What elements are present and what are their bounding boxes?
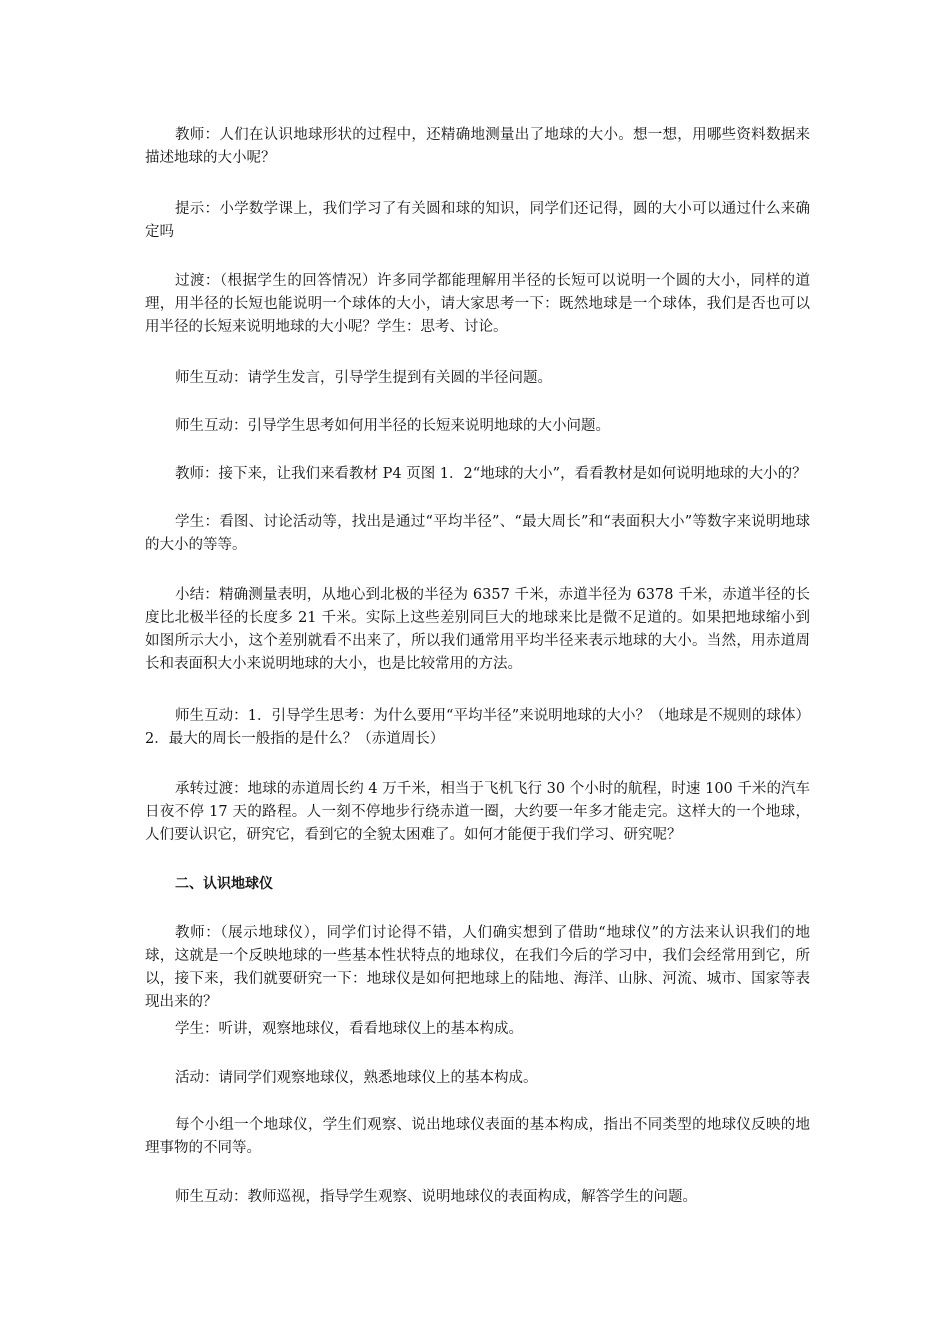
paragraph-hint: 提示：小学数学课上，我们学习了有关圆和球的知识，同学们还记得，圆的大小可以通过什么来确定吗 bbox=[145, 201, 810, 240]
paragraph-interaction-1: 师生互动：请学生发言，引导学生提到有关圆的半径问题。 bbox=[175, 370, 552, 386]
paragraph-student-observe: 学生：听讲，观察地球仪，看看地球仪上的基本构成。 bbox=[175, 1021, 523, 1037]
paragraph-student-discussion: 学生：看图、讨论活动等，找出是通过“平均半径”、“最大周长”和“表面积大小”等数字来说明地球的大小的等等。 bbox=[145, 514, 810, 553]
section-heading: 二、认识地球仪 bbox=[175, 876, 273, 892]
paragraph-transition-2: 承转过渡：地球的赤道周长约 4 万千米，相当于飞机飞行 30 个小时的航程，时速 100 千米的汽车日夜不停 17 天的路程。人一刻不停地步行绕赤道一圈，大约要一年多才能走完。这样大的一个地球，人们要认识它，研究它，看到它的全貌太困难了。如何才能便于我们学习、研究呢？ bbox=[145, 781, 810, 843]
paragraph-teacher-globe: 教师：（展示地球仪），同学们讨论得不错，人们确实想到了借助“地球仪”的方法来认识我们的地球，这就是一个反映地球的一些基本性状特点的地球仪，在我们今后的学习中，我们会经常用到它，所以，接下来，我们就要研究一下：地球仪是如何把地球上的陆地、海洋、山脉、河流、城市、国家等表现出来的？ bbox=[145, 925, 810, 1010]
paragraph-teacher-question: 教师：人们在认识地球形状的过程中，还精确地测量出了地球的大小。想一想，用哪些资料数据来描述地球的大小呢？ bbox=[145, 127, 810, 166]
paragraph-transition: 过渡：（根据学生的回答情况）许多同学都能理解用半径的长短可以说明一个圆的大小，同样的道理，用半径的长短也能说明一个球体的大小，请大家思考一下：既然地球是一个球体，我们是否也可以用半径的长短来说明地球的大小呢？学生：思考、讨论。 bbox=[145, 273, 810, 335]
paragraph-interaction-2: 师生互动：引导学生思考如何用半径的长短来说明地球的大小问题。 bbox=[175, 418, 610, 434]
paragraph-interaction-3: 师生互动：1．引导学生思考：为什么要用“平均半径”来说明地球的大小？（地球是不规则的球体）2．最大的周长一般指的是什么？（赤道周长） bbox=[145, 708, 810, 747]
paragraph-interaction-4: 师生互动：教师巡视，指导学生观察、说明地球仪的表面构成，解答学生的问题。 bbox=[175, 1189, 697, 1205]
paragraph-summary: 小结：精确测量表明，从地心到北极的半径为 6357 千米，赤道半径为 6378 千米，赤道半径的长度比北极半径的长度多 21 千米。实际上这些差别同巨大的地球来比是微不足道的。如果把地球缩小到如图所示大小，这个差别就看不出来了，所以我们通常用平均半径来表示地球的大小。当然，用赤道周长和表面积大小来说明地球的大小，也是比较常用的方法。 bbox=[145, 587, 810, 672]
paragraph-group-work: 每个小组一个地球仪，学生们观察、说出地球仪表面的基本构成，指出不同类型的地球仪反映的地理事物的不同等。 bbox=[145, 1117, 810, 1156]
paragraph-activity: 活动：请同学们观察地球仪，熟悉地球仪上的基本构成。 bbox=[175, 1070, 538, 1086]
paragraph-teacher-textbook: 教师：接下来，让我们来看教材 P4 页图 1．2“地球的大小”，看看教材是如何说明地球的大小的？ bbox=[175, 466, 807, 482]
